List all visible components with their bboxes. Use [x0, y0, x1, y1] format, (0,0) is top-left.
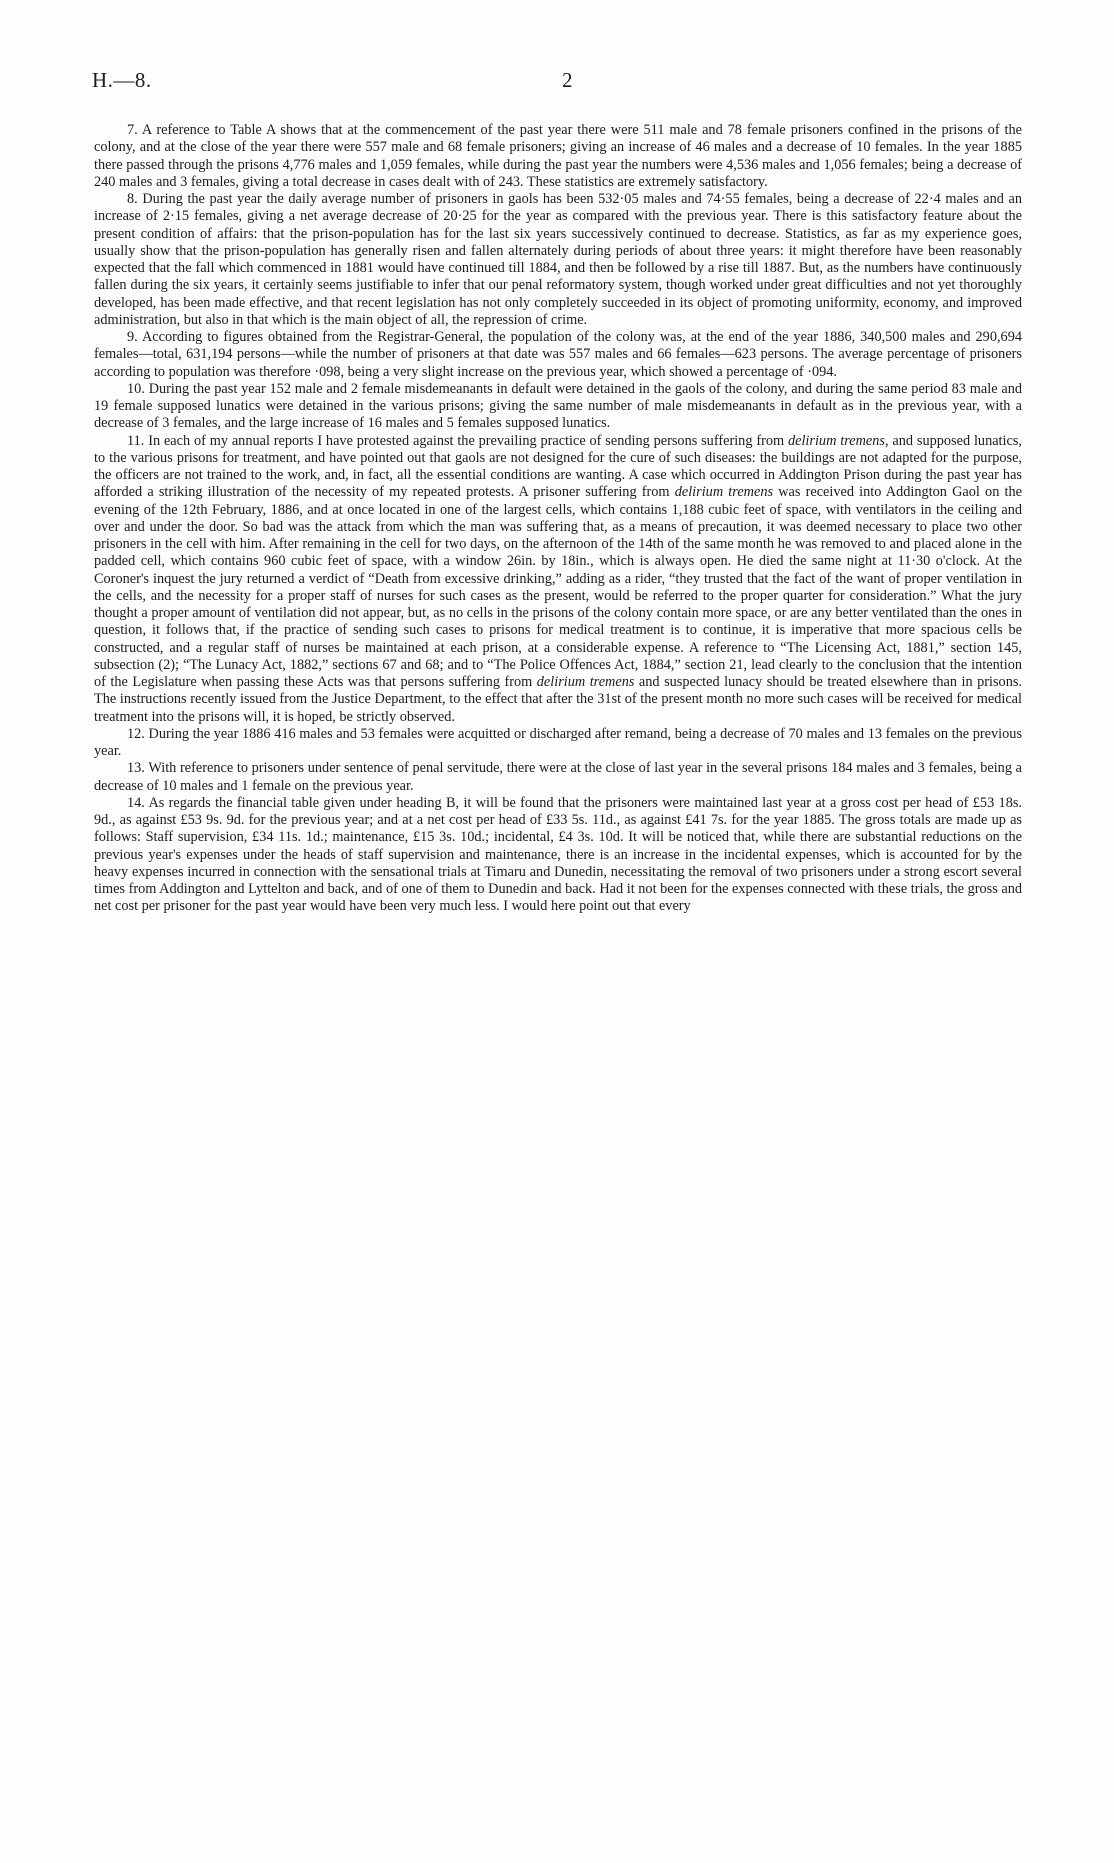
paragraph-text: During the past year 152 male and 2 female misdemeanants in default were detained in the gaols of the colony, and during the same period 83 male and 19 female supposed lunatics were detained in the various prisons; giving the same number of male misdemeanants in default as in the previous year, with a decrease of 3 females, and the large increase of 16 males and 5 females supposed lunatics.	[94, 380, 1022, 432]
paragraph-number: 12.	[127, 725, 145, 742]
body-text	[94, 122, 1022, 916]
paragraph-text: During the year 1886 416 males and 53 females were acquitted or discharged after remand, being a decrease of 70 males and 13 females on the previous year.	[94, 725, 1023, 759]
paragraph-number: 8.	[127, 191, 138, 207]
paragraph-text: According to figures obtained from the Registrar-General, the population of the colony was, at the end of the year 1886, 340,500 males and 290,694 females—total, 631,194 persons—while the number of prisoners at that date was 557 males and 66 females—623 persons. The average percentage of prisoners according to population was therefore ·098, being a very slight increase on the previous year, which showed a percentage of ·094.	[94, 329, 1022, 380]
paragraph-number: 13.	[127, 760, 145, 777]
paragraph-9	[94, 329, 1022, 381]
document-code: H.—8.	[92, 68, 152, 92]
paragraph-text: was received into Addington Gaol on the evening of the 12th February, 1886, and at once located in one of the largest cells, which contains 1,188 cubic feet of space, with ventilators in the ceiling and over and under the door. So bad was the attack from which the man was suffering that, as a means of precaution, it was deemed necessary to place two other prisoners in the cell with him. After remaining in the cell for two days, on the afternoon of the 14th of the same month he was removed to and placed alone in the padded cell, which contains 960 cubic feet of space, with a window 26in. by 18in., which is always open. He died the same night at 11·30 o'clock. At the Coroner's inquest the jury returned a verdict of “Death from excessive drinking,” adding as a rider, “they trusted that the fact of the want of proper ventilation in the cells, and the necessity for a proper staff of nurses for such cases as the present, would be referred to the proper quarter for consideration.” What the jury thought a proper amount of ventilation did not appear, but, as no cells in the prisons of the colony contain more space, or are any better ventilated than the ones in question, it follows that, if the practice of sending such cases to prisons for medical treatment is to continue, it is imperative that more spacious cells be constructed, and a regular staff of nurses be maintained at each prison, at a considerable expense. A reference to “The Licensing Act, 1881,” section 145, subsection (2); “The Lunacy Act, 1882,” sections 67 and 68; and to “The Police Offences Act, 1884,” section 21, lead clearly to the conclusion that the intention of the Legislature when passing these Acts was that persons suffering from	[94, 484, 1022, 690]
paragraph-text: and supposed lunatics, to the various prisons for treatment, and have pointed out that gaols are not designed for the cure of such diseases: the buildings are not adapted for the purpose, the officers are not trained to the work, and, in fact, all the essential conditions are wanting. A case which occurred in Addington Prison during the past year has afforded a striking illustration of the necessity of my repeated protests. A prisoner suffering from	[94, 432, 1022, 501]
italic-term: delirium tremens,	[787, 432, 889, 449]
paragraph-number: 11.	[127, 432, 145, 449]
italic-term: delirium tremens	[536, 674, 635, 690]
paragraph-text: With reference to prisoners under sentence of penal servitude, there were at the close of last year in the several prisons 184 males and 3 females, being a decrease of 10 males and 1 female on the previous year.	[94, 760, 1022, 794]
page-number: 2	[562, 68, 573, 92]
paragraph-13	[94, 760, 1022, 795]
paragraph-7	[94, 122, 1022, 191]
italic-term: delirium tremens	[674, 484, 774, 501]
paragraph-12	[94, 726, 1022, 761]
paragraph-number: 9.	[127, 329, 138, 345]
paragraph-number: 7.	[127, 122, 138, 138]
paragraph-11	[94, 433, 1022, 726]
paragraph-text: In each of my annual reports I have protested against the prevailing practice of sending persons suffering from	[148, 432, 788, 449]
paragraph-number: 10.	[127, 380, 145, 397]
paragraph-10	[94, 381, 1022, 433]
paragraph-text: A reference to Table A shows that at the commencement of the past year there were 511 male and 78 female prisoners confined in the prisons of the colony, and at the close of the year there were 557 male and 68 female prisoners; giving an increase of 46 males and a decrease of 10 females. In the year 1885 there passed through the prisons 4,776 males and 1,059 females, while during the past year the numbers were 4,536 males and 1,056 females; being a decrease of 240 males and 3 females, giving a total decrease in cases dealt with of 243. These statistics are extremely satisfactory.	[94, 122, 1022, 190]
paragraph-text: and suspected lunacy should be treated elsewhere than in prisons. The instructions recently issued from the Justice Department, to the effect that after the 31st of the present month no more such cases will be received for medical treatment into the prisons will, it is hoped, be strictly observed.	[94, 674, 1022, 725]
paragraph-14	[94, 795, 1022, 916]
paragraph-8	[94, 191, 1022, 329]
paragraph-number: 14.	[127, 794, 145, 811]
page-header	[92, 68, 1022, 108]
paragraph-text: During the past year the daily average number of prisoners in gaols has been 532·05 males and 74·55 females, being a decrease of 22·4 males and an increase of 2·15 females, giving a net average decrease of 20·25 for the year as compared with the previous year. There is this satisfactory feature about the present condition of affairs: that the prison-population has for the last six years successively continued to decrease. Statistics, as far as my experience goes, usually show that the prison-population has generally risen and fallen alternately during periods of about three years: it might therefore have been reasonably expected that the fall which commenced in 1881 would have continued till 1884, and then be followed by a rise till 1887. But, as the numbers have continuously fallen during the six years, it certainly seems justifiable to infer that our penal reformatory system, though worked under great difficulties and not yet thoroughly developed, has been made effective, and that recent legislation has not only completely succeeded in its object of promoting uniformity, economy, and improved administration, but also in that which is the main object of all, the repression of crime.	[94, 191, 1023, 328]
paragraph-text: As regards the financial table given under heading B, it will be found that the prisoners were maintained last year at a gross cost per head of £53 18s. 9d., as against £53 9s. 9d. for the previous year; and at a net cost per head of £33 5s. 11d., as against £41 7s. for the year 1885. The gross totals are made up as follows: Staff supervision, £34 11s. 1d.; maintenance, £15 3s. 10d.; incidental, £4 3s. 10d. It will be noticed that, while there are substantial reductions on the previous year's expenses under the heads of staff supervision and maintenance, there is an increase in the incidental expenses, which is accounted for by the heavy expenses incurred in connection with the sensational trials at Timaru and Dunedin, necessitating the removal of two prisoners under a strong escort several times from Addington and Lyttelton and back, and of one of them to Dunedin and back. Had it not been for the expenses connected with these trials, the gross and net cost per prisoner for the past year would have been very much less. I would here point out that every	[94, 794, 1022, 915]
